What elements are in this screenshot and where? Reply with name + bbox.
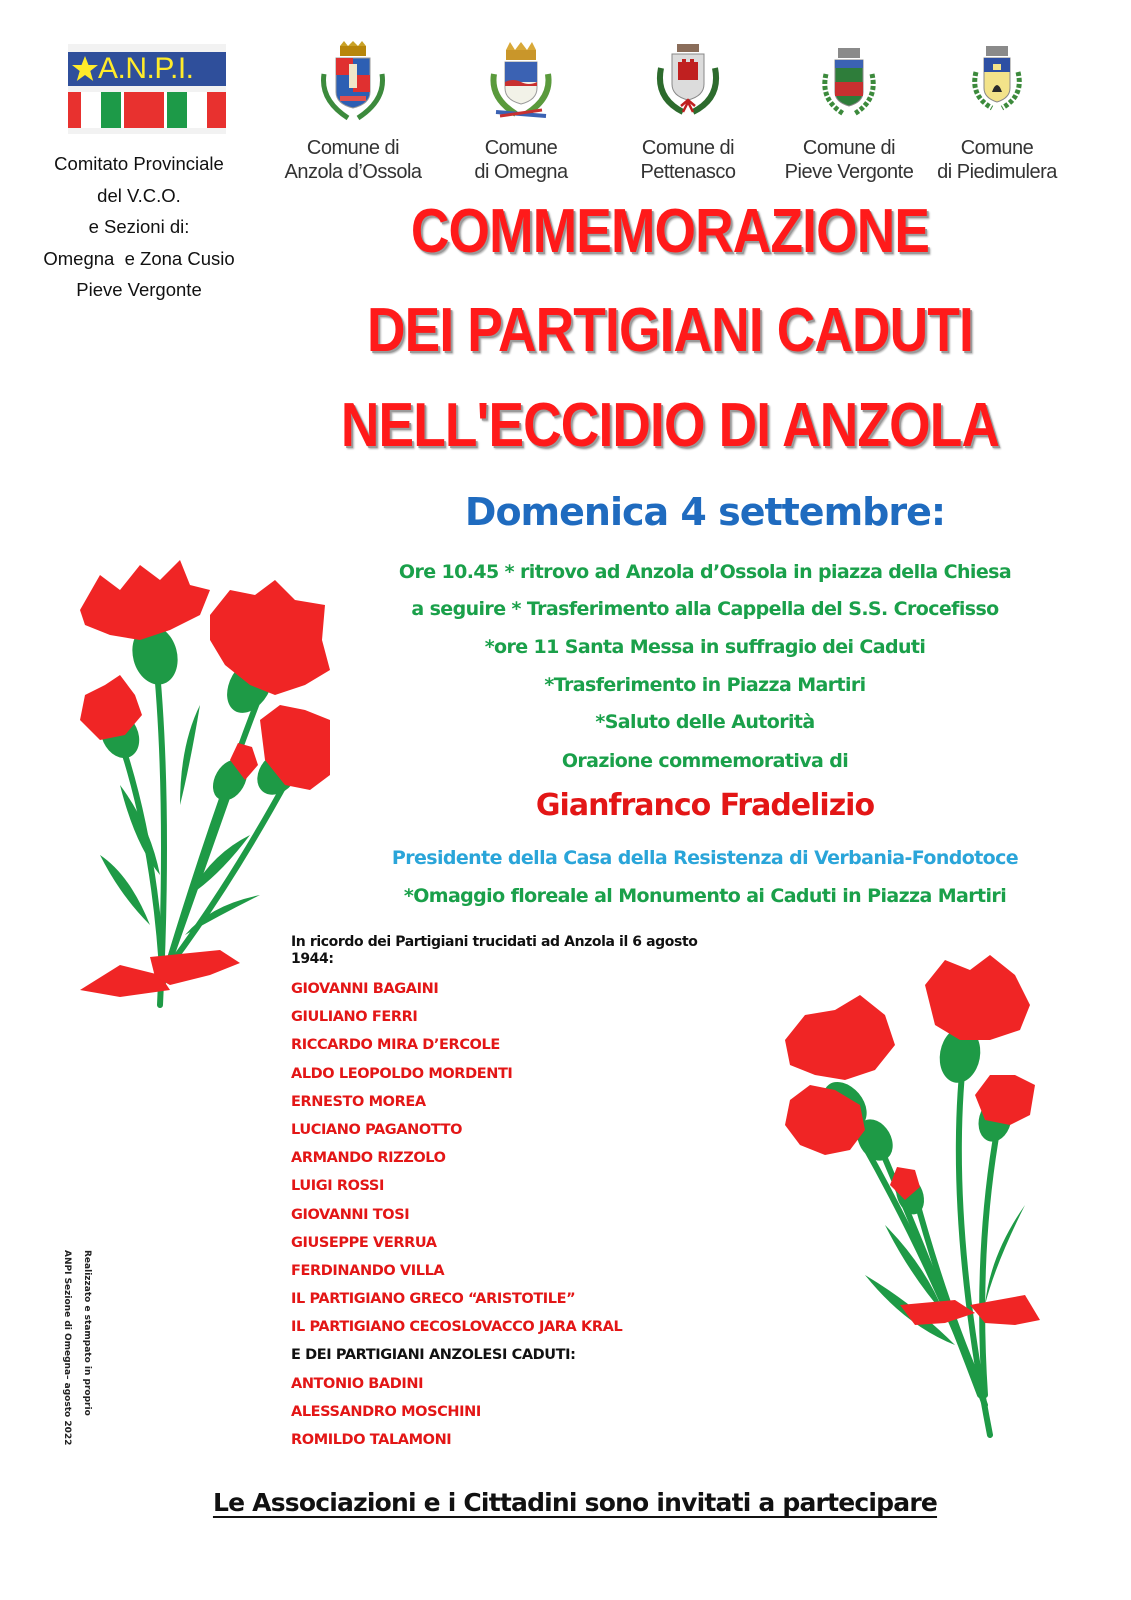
title-line-1: COMMEMORAZIONE — [410, 197, 930, 266]
memorial-names-list — [291, 978, 721, 1457]
title-line-3: NELL'ECCIDIO DI ANZOLA — [340, 391, 1000, 460]
comune-piedimulera — [912, 40, 1082, 184]
coat-of-arms-piedimulera-icon — [962, 40, 1032, 124]
invitation-text: Le Associazioni e i Cittadini sono invitati a partecipare — [212, 1488, 938, 1517]
local-fallen-name: ROMILDO TALAMONI — [291, 1432, 452, 1448]
organizer-line: Pieve Vergonte — [76, 279, 202, 300]
coat-of-arms-pettenasco-icon — [653, 40, 723, 124]
program-item: Orazione commemorativa di — [561, 750, 849, 772]
program-item: *Saluto delle Autorità — [595, 711, 815, 733]
star-icon — [70, 54, 100, 84]
fallen-name: ERNESTO MOREA — [291, 1093, 426, 1110]
anpi-logo — [68, 44, 226, 134]
fallen-name: LUCIANO PAGANOTTO — [291, 1121, 463, 1138]
fallen-name: IL PARTIGIANO CECOSLOVACCO JARA KRAL — [291, 1319, 623, 1336]
fallen-name: IL PARTIGIANO GRECO “ARISTOTILE” — [291, 1291, 576, 1308]
program-item: a seguire * Trasferimento alla Cappella del S.S. Crocefisso — [411, 598, 999, 620]
organizer-line: del V.C.O. — [97, 184, 181, 206]
comune-label: Pettenasco — [640, 161, 736, 183]
coat-of-arms-anzola-icon — [318, 40, 388, 124]
organizer-line: e Sezioni di: — [88, 216, 190, 237]
comune-label: di Piedimulera — [937, 161, 1057, 183]
comune-label: Comune — [960, 137, 1034, 159]
comune-label: Comune di — [306, 137, 400, 159]
orator-name: Gianfranco Fradelizio — [535, 788, 875, 823]
local-fallen-name: ALESSANDRO MOSCHINI — [291, 1403, 481, 1420]
comune-pettenasco — [603, 40, 773, 184]
program-item: *Trasferimento in Piazza Martiri — [544, 674, 866, 696]
title-line-2: DEI PARTIGIANI CADUTI — [367, 296, 973, 365]
organizer-committee — [30, 148, 248, 306]
orator-role: Presidente della Casa della Resistenza di Verbania-Fondotoce — [391, 847, 1019, 869]
credits-line-2: ANPI Sezione di Omegna– agosto 2022 — [62, 1250, 72, 1446]
fallen-name: ALDO LEOPOLDO MORDENTI — [291, 1065, 513, 1082]
organizer-line: Comitato Provinciale — [54, 153, 224, 174]
memorial-intro: In ricordo dei Partigiani trucidati ad Anzola il 6 agosto 1944: — [291, 934, 698, 967]
comune-pieve-vergonte — [764, 40, 934, 184]
fallen-name: FERDINANDO VILLA — [291, 1262, 445, 1279]
credits-line-1: Realizzato e stampato in proprio — [82, 1250, 92, 1416]
comune-label: Comune di — [802, 137, 896, 159]
organizer-line: Omegna e Zona Cusio — [43, 247, 235, 269]
event-date: Domenica 4 settembre: — [464, 490, 946, 534]
program-item: *ore 11 Santa Messa in suffragio dei Caduti — [484, 636, 926, 658]
fallen-name: GIUSEPPE VERRUA — [291, 1234, 437, 1251]
print-credits — [62, 1250, 102, 1446]
comune-omegna — [436, 40, 606, 184]
fallen-name: GIULIANO FERRI — [291, 1009, 418, 1026]
comune-label: Comune di — [641, 137, 735, 159]
fallen-name: ARMANDO RIZZOLO — [291, 1150, 446, 1167]
comune-anzola — [268, 40, 438, 184]
fallen-name: RICCARDO MIRA D’ERCOLE — [291, 1037, 500, 1054]
fallen-name: GIOVANNI BAGAINI — [291, 981, 439, 997]
local-fallen-heading: E DEI PARTIGIANI ANZOLESI CADUTI: — [291, 1347, 576, 1364]
program-item: Ore 10.45 * ritrovo ad Anzola d’Ossola in piazza della Chiesa — [398, 561, 1012, 583]
comune-label: di Omegna — [474, 161, 568, 183]
program-closing-item: *Omaggio floreale al Monumento ai Caduti in Piazza Martiri — [403, 885, 1007, 907]
coat-of-arms-omegna-icon — [486, 40, 556, 124]
fallen-name: GIOVANNI TOSI — [291, 1206, 410, 1223]
anpi-logo-text: A.N.P.I. — [98, 52, 194, 85]
comune-label: Comune — [484, 137, 558, 159]
coat-of-arms-pieve-vergonte-icon — [814, 40, 884, 124]
comune-label: Pieve Vergonte — [784, 161, 914, 183]
carnation-bouquet-right — [775, 945, 1045, 1445]
local-fallen-name: ANTONIO BADINI — [291, 1375, 424, 1392]
anpi-logo-flag-stripes — [68, 92, 226, 128]
fallen-name: LUIGI ROSSI — [291, 1178, 384, 1195]
comune-label: Anzola d’Ossola — [284, 161, 422, 183]
carnation-bouquet-left — [60, 545, 330, 1015]
